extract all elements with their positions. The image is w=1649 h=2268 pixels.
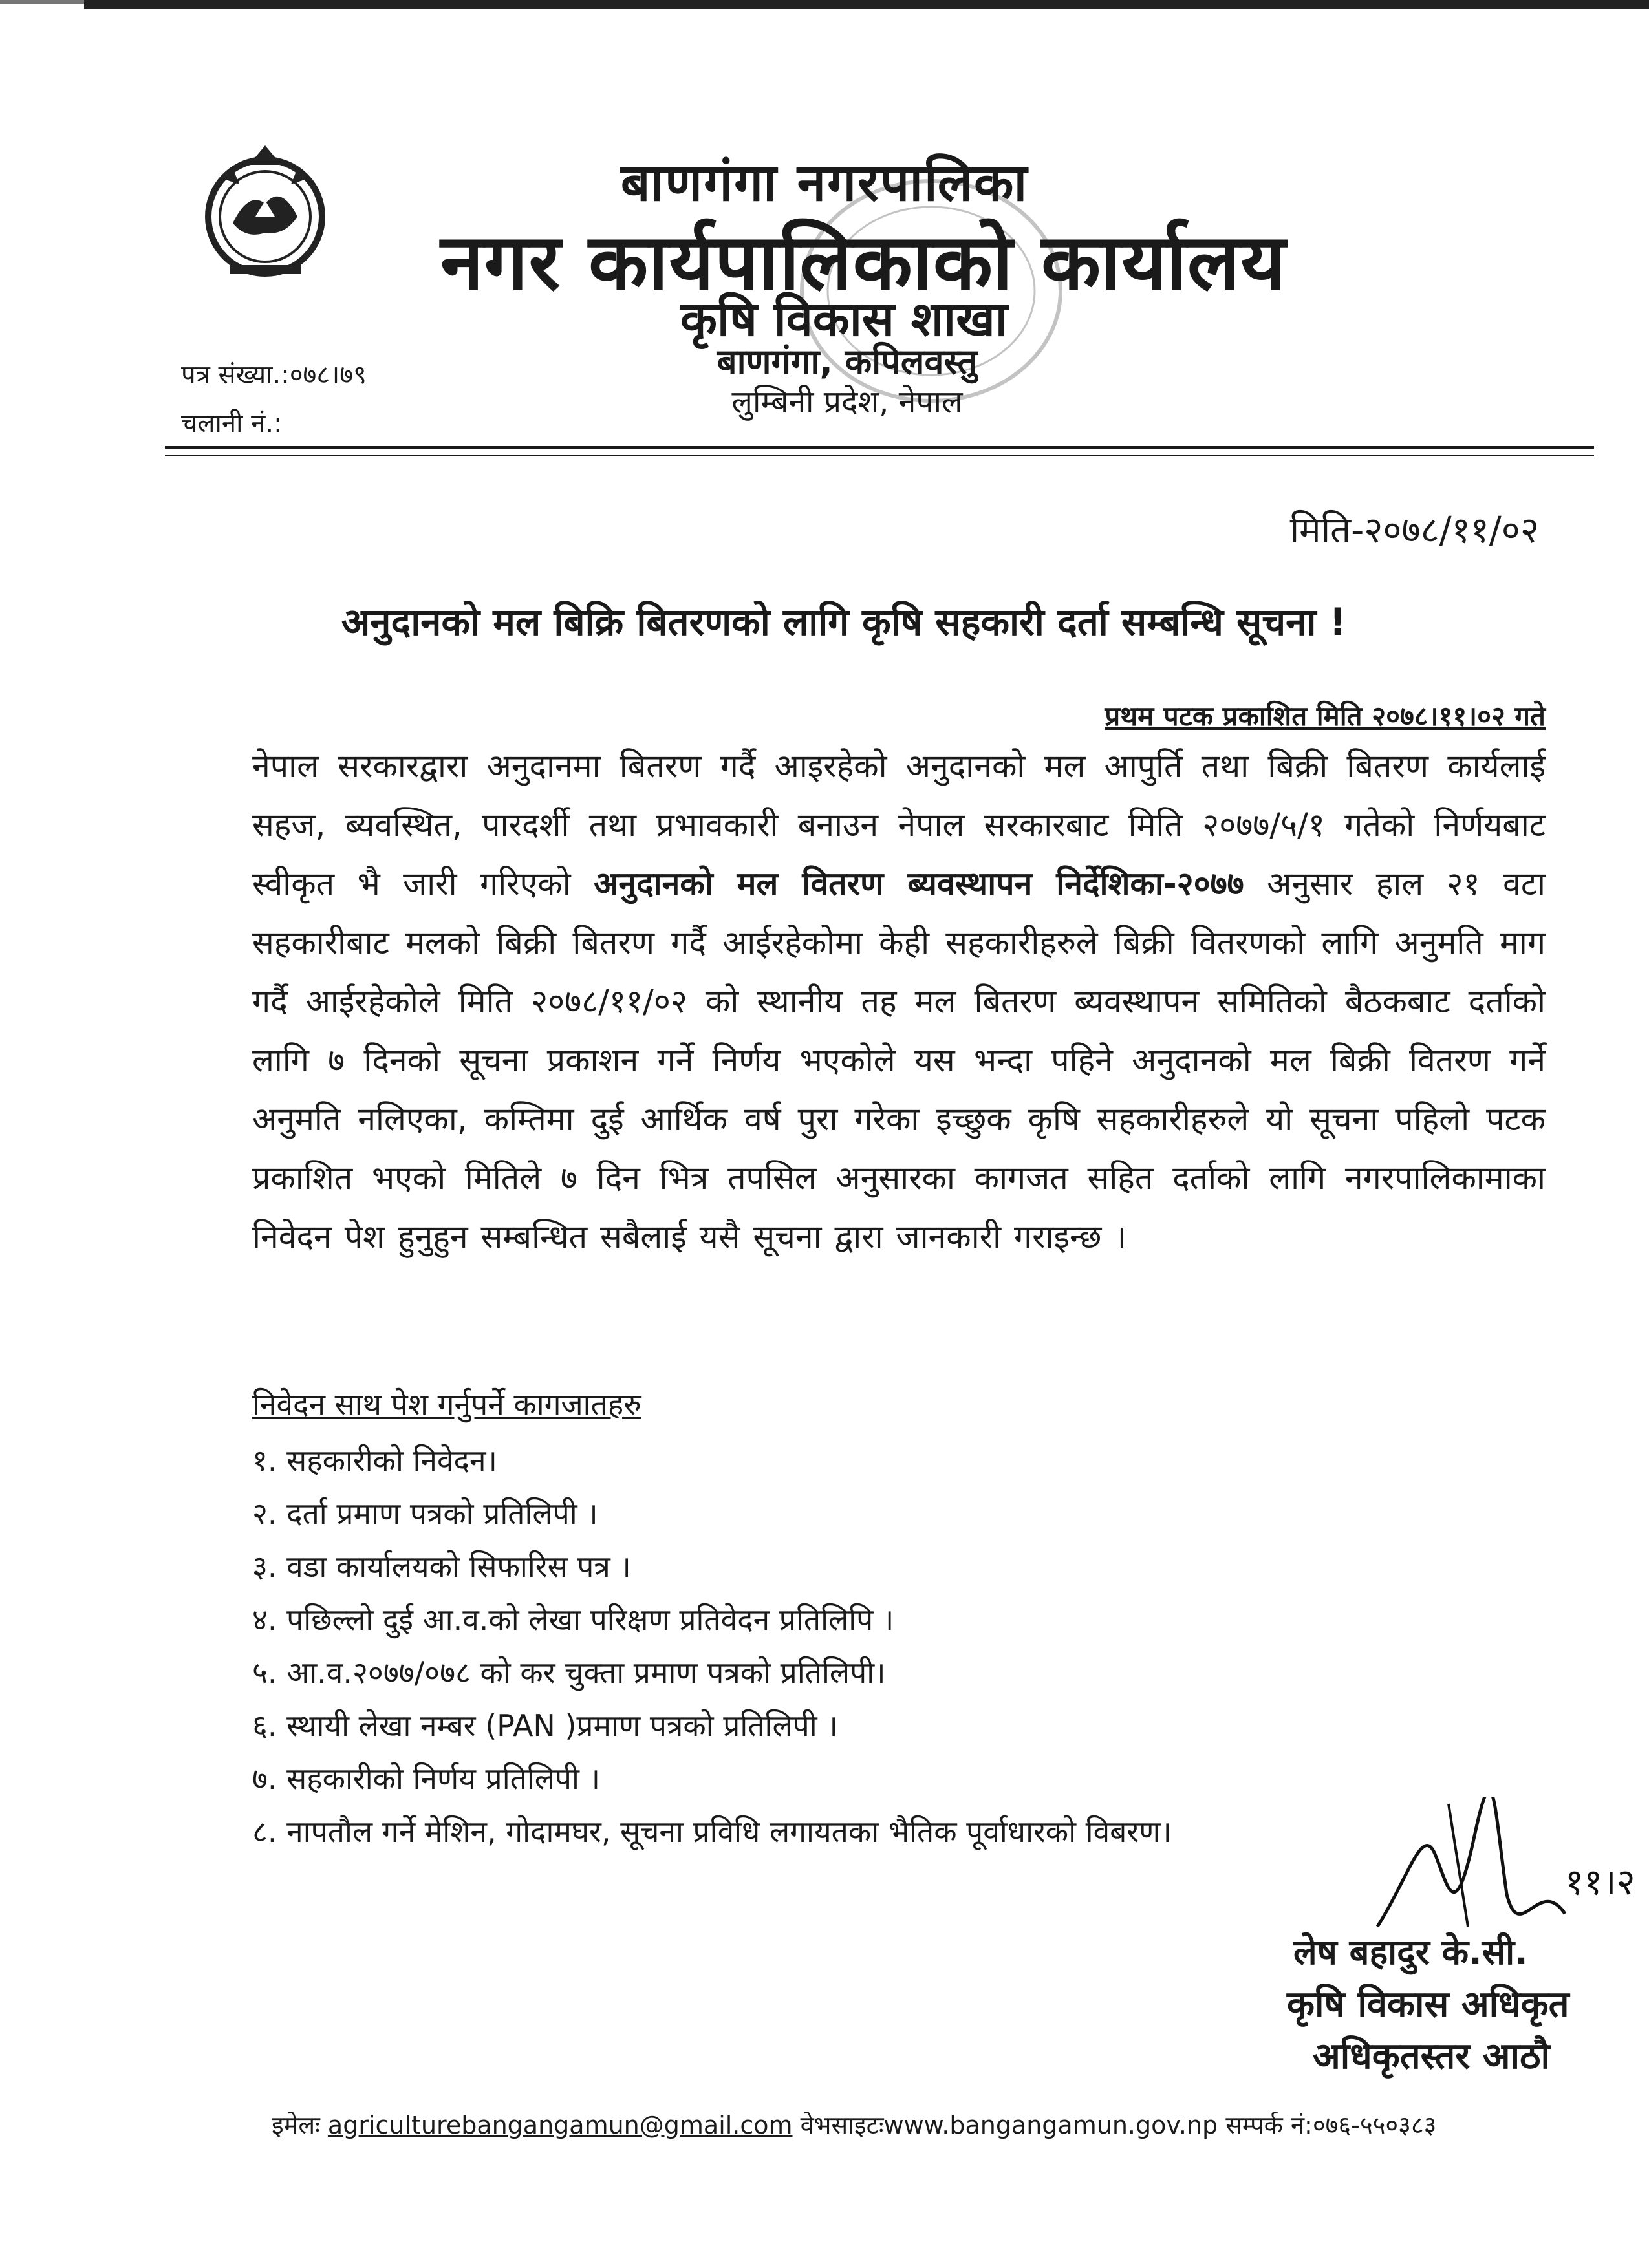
signatory-level: अधिकृतस्तर आठौ <box>1313 2035 1551 2077</box>
documents-heading: निवेदन साथ पेश गर्नुपर्ने कागजातहरु <box>252 1387 641 1422</box>
letter-date: मिति-२०७८/११/०२ <box>1289 509 1539 551</box>
list-item: २. दर्ता प्रमाण पत्रको प्रतिलिपी । <box>252 1496 598 1531</box>
office-location: बाणगंगा, कपिलवस्तु <box>717 341 978 382</box>
email-link[interactable]: agriculturebangangamun@gmail.com <box>327 2111 793 2139</box>
dispatch-number: चलानी नं.: <box>181 409 283 438</box>
documents-list <box>252 1434 1172 1858</box>
list-item: ७. सहकारीको निर्णय प्रतिलिपी । <box>252 1761 601 1796</box>
website-text: वेभसाइटःwww.bangangamun.gov.np <box>800 2111 1218 2139</box>
contact-number: सम्पर्क नं:०७६-५५०३८३ <box>1225 2111 1437 2139</box>
municipality-name: बाणगंगा नगरपालिका <box>620 153 1029 213</box>
signatory-name: लेष बहादुर के.सी. <box>1293 1932 1528 1973</box>
body-part-2: अनुसार हाल २१ वटा सहकारीबाट मलको बिक्री बितरण गर्दै आईरहेकोमा केही सहकारीहरुले बिक्री वितरणको लागि अनुमति माग गर्दै आईरहेकोले मिति २०७८/११/०२ को स्थानीय तह मल बितरण ब्यवस्थापन समितिको बैठकबाट दर्ताको लागि ७ दिनको सूचना प्रकाशन गर्ने निर्णय भएकोले यस भन्दा पहिने अनुदानको मल बिक्री वितरण गर्ने अनुमति नलिएका, कम्तिमा दुई आर्थिक वर्ष पुरा गरेका इच्छुक कृषि सहकारीहरुले यो सूचना पहिलो पटक प्रकाशित भएको मितिले ७ दिन भित्र तपसिल अनुसारका कागजत सहित दर्ताको लागि नगरपालिकामाका निवेदन पेश हुनुहुन सम्बन्धित सबैलाई यसै सूचना द्वारा जानकारी गराइन्छ । <box>252 865 1546 1256</box>
signature-date: ११।२ <box>1565 1861 1635 1903</box>
scan-edge-left <box>0 0 84 4</box>
scan-edge <box>84 0 1649 9</box>
first-published-date: प्रथम पटक प्रकाशित मिति २०७८।११।०२ गते <box>1105 700 1546 732</box>
email-label: इमेलः <box>272 2111 320 2139</box>
footer-contact <box>272 2108 1436 2141</box>
office-name: नगर कार्यपालिकाको कार्यालय <box>440 218 1286 308</box>
signatory-designation: कृषि विकास अधिकृत <box>1287 1984 1569 2026</box>
office-province: लुम्बिनी प्रदेश, नेपाल <box>731 384 963 420</box>
list-item: ८. नापतौल गर्ने मेशिन, गोदामघर, सूचना प्रविधि लगायतका भैतिक पूर्वाधारको विबरण। <box>252 1814 1172 1849</box>
list-item: ४. पछिल्लो दुई आ.व.को लेखा परिक्षण प्रतिवेदन प्रतिलिपि । <box>252 1602 894 1637</box>
list-item: ३. वडा कार्यालयको सिफारिस पत्र । <box>252 1549 631 1584</box>
list-item: १. सहकारीको निवेदन। <box>252 1443 497 1478</box>
header-rule <box>165 446 1594 449</box>
section-name: कृषि विकास शाखा <box>680 292 1008 347</box>
list-item: ५. आ.व.२०७७/०७८ को कर चुक्ता प्रमाण पत्रको प्रतिलिपी। <box>252 1655 886 1690</box>
notice-body <box>252 737 1546 1267</box>
body-part-1: नेपाल सरकारद्वारा अनुदानमा बितरण गर्दै आइरहेको अनुदानको मल आपुर्ति तथा बिक्री बितरण कार्यलाई सहज, ब्यवस्थित, पारदर्शी तथा प्रभावकारी बनाउन नेपाल सरकारबाट मिति २०७७/५/१ गतेको निर्णयबाट स्वीकृत भै जारी गरिएको <box>252 747 1546 903</box>
notice-title: अनुदानको मल बिक्रि बितरणको लागि कृषि सहकारी दर्ता सम्बन्धि सूचना ! <box>341 600 1347 644</box>
handwritten-signature <box>1371 1797 1649 1946</box>
body-directive-name: अनुदानको मल वितरण ब्यवस्थापन निर्देशिका-२०७७ <box>594 865 1244 903</box>
letter-number: पत्र संख्या.:०७८।७९ <box>181 360 367 390</box>
list-item: ६. स्थायी लेखा नम्बर (PAN )प्रमाण पत्रको प्रतिलिपी । <box>252 1708 838 1743</box>
header-rule-thin <box>165 455 1594 456</box>
